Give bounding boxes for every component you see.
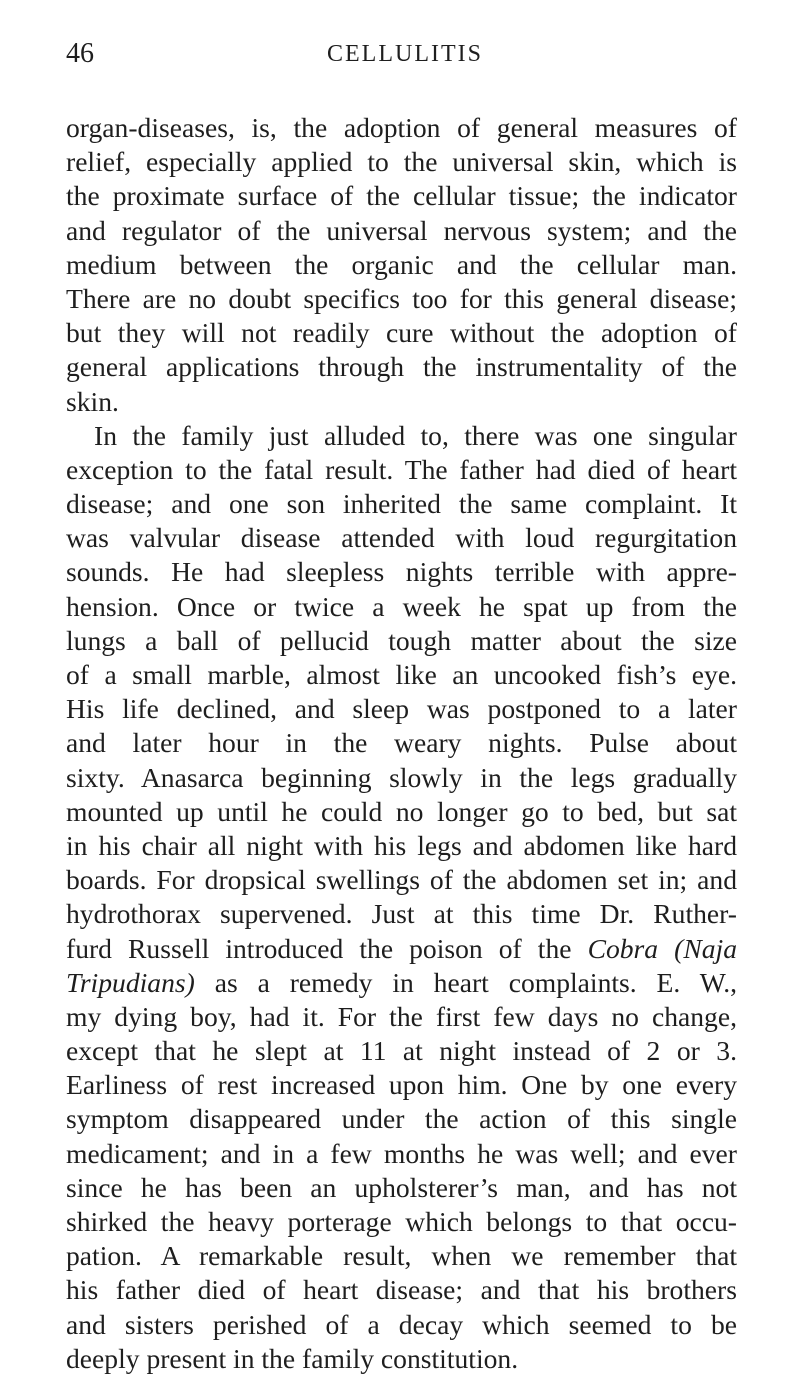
text-line-with-italic — [66, 966, 737, 1000]
text-line: medium between the organic and the cellular man. — [66, 248, 737, 280]
text-line: of a small marble, almost like an uncooked fish’s eye. — [66, 659, 737, 690]
text-line: symptom disappeared under the action of this single — [66, 1103, 737, 1135]
text-line: medicament; and in a few months he was well; and ever — [66, 1137, 737, 1169]
text-line: in his chair all night with his legs and abdomen like hard — [66, 829, 737, 861]
text-line: pation. A remarkable result, when we remember that — [66, 1240, 737, 1272]
text-line: relief, especially applied to the universal skin, which is — [66, 146, 737, 178]
text-line: and later hour in the weary nights. Pulse about — [66, 727, 737, 759]
text-line: His life declined, and sleep was postponed to a later — [66, 693, 737, 725]
page-header — [66, 34, 736, 74]
text-line: mounted up until he could no longer go to bed, but sat — [66, 795, 737, 827]
text-line: and sisters perished of a decay which seemed to be — [66, 1308, 737, 1340]
text-line: general applications through the instrumentality of the — [66, 351, 737, 383]
text-line: boards. For dropsical swellings of the abdomen set in; and — [66, 864, 737, 896]
running-head: CELLULITIS — [327, 41, 483, 67]
text-segment: as a remedy in heart complaints. E. W., — [214, 966, 738, 998]
text-line: the proximate surface of the cellular tissue; the indicator — [66, 180, 737, 212]
text-line: exception to the fatal result. The father had died of heart — [66, 453, 737, 485]
text-line: but they will not readily cure without the adoption of — [66, 317, 737, 349]
text-line: hension. Once or twice a week he spat up from the — [66, 590, 737, 622]
text-line: my dying boy, had it. For the first few days no change, — [66, 1000, 737, 1032]
text-line: skin. — [66, 385, 119, 417]
text-line: Earliness of rest increased upon him. One by one every — [66, 1069, 737, 1101]
text-line: disease; and one son inherited the same complaint. It — [66, 488, 737, 520]
text-line-with-italic — [66, 932, 737, 966]
text-line: and regulator of the universal nervous system; and the — [66, 214, 737, 246]
text-line: shirked the heavy porterage which belongs to that occu- — [66, 1206, 737, 1237]
text-line: sixty. Anasarca beginning slowly in the legs gradually — [66, 761, 737, 793]
text-line: except that he slept at 11 at night instead of 2 or 3. — [66, 1035, 737, 1067]
text-segment: furd Russell introduced the poison of the — [66, 932, 572, 964]
italic-species-name-cont: Tripudians) — [66, 966, 195, 998]
text-line: organ-diseases, is, the adoption of general measures of — [66, 112, 737, 143]
body-text — [66, 111, 737, 1376]
text-line: lungs a ball of pellucid tough matter about the size — [66, 624, 737, 656]
text-line: In the family just alluded to, there was one singular — [94, 419, 737, 451]
text-line: his father died of heart disease; and that his brothers — [66, 1274, 737, 1306]
text-line: There are no doubt specifics too for this general disease; — [66, 282, 737, 314]
italic-species-name: Cobra (Naja — [587, 932, 737, 964]
text-line: since he has been an upholsterer’s man, and has not — [66, 1171, 737, 1203]
text-line: hydrothorax supervened. Just at this time Dr. Ruther- — [66, 898, 737, 930]
page-number: 46 — [66, 38, 94, 69]
text-line: sounds. He had sleepless nights terrible with appre- — [66, 556, 737, 588]
text-line: deeply present in the family constitution. — [66, 1342, 519, 1374]
text-line: was valvular disease attended with loud regurgitation — [66, 522, 737, 554]
